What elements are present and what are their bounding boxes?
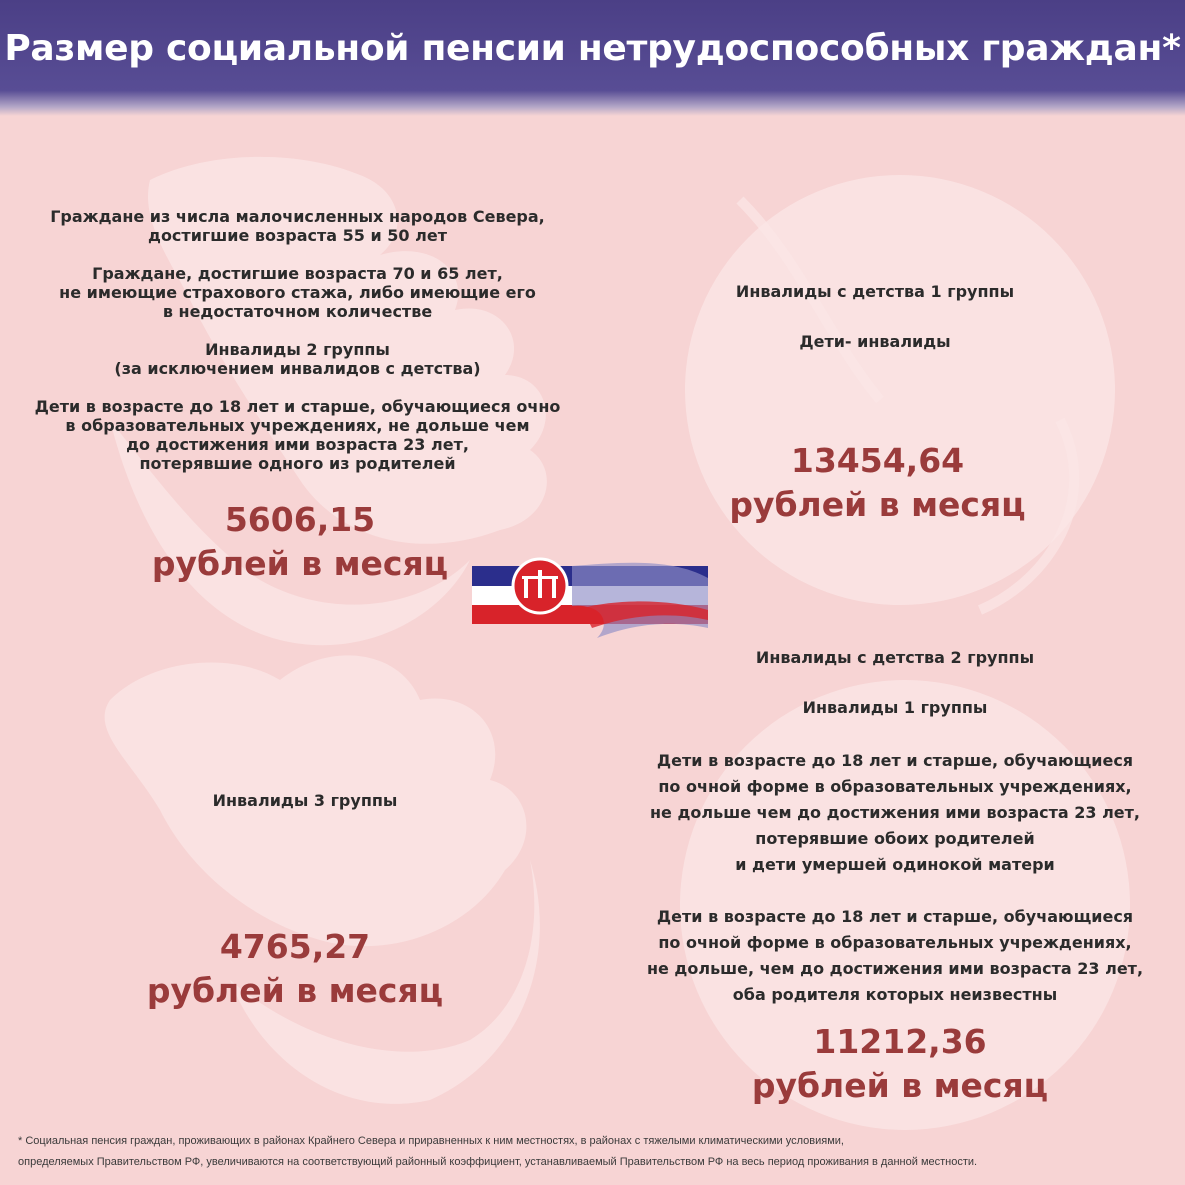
block-top-left <box>20 207 575 473</box>
text-line: потерявшие обоих родителей <box>755 829 1035 848</box>
amount-value: 13454,64 <box>790 441 965 480</box>
footnote <box>18 1131 1178 1173</box>
text-line: оба родителя которых неизвестны <box>732 985 1058 1004</box>
header-banner <box>0 0 1185 116</box>
text-line: Дети в возрасте до 18 лет и старше, обучающиеся <box>656 907 1134 926</box>
text-line: Дети в возрасте до 18 лет и старше, обучающиеся <box>656 751 1134 770</box>
page-title: Размер социальной пенсии нетрудоспособных граждан* <box>4 28 1181 69</box>
pfr-logo-icon <box>472 548 708 644</box>
text-line: и дети умершей одинокой матери <box>735 855 1055 874</box>
text-line: в недостаточном количестве <box>162 302 433 321</box>
text-line: Граждане, достигшие возраста 70 и 65 лет, <box>92 264 503 283</box>
text-line: Инвалиды с детства 2 группы <box>755 648 1035 667</box>
block-bottom-left <box>120 791 490 810</box>
amount-unit: рублей в месяц <box>146 971 444 1010</box>
amount-bottom-right <box>680 1022 1120 1106</box>
amount-unit: рублей в месяц <box>729 485 1026 524</box>
text-line: Граждане из числа малочисленных народов Севера, <box>50 207 545 226</box>
amount-top-left <box>80 500 520 584</box>
footnote-line: определяемых Правительством РФ, увеличиваются на соответствующий районный коэффициент, устанавливаемый Правительством РФ на весь период проживания в данной местности. <box>18 1156 978 1168</box>
amount-bottom-left <box>75 927 515 1011</box>
text-line: в образовательных учреждениях, не дольше чем <box>65 416 530 435</box>
text-line: Инвалиды 2 группы <box>205 340 390 359</box>
amount-value: 11212,36 <box>813 1022 987 1061</box>
block-bottom-right <box>630 648 1160 1008</box>
text-line: не дольше, чем до достижения ими возраста 23 лет, <box>646 959 1144 978</box>
text-line: (за исключением инвалидов с детства) <box>114 359 481 378</box>
text-line: до достижения ими возраста 23 лет, <box>126 435 469 454</box>
text-line: не имеющие страхового стажа, либо имеющие его <box>59 283 536 302</box>
amount-value: 4765,27 <box>219 927 371 966</box>
text-line: Инвалиды 3 группы <box>212 791 398 810</box>
amount-value: 5606,15 <box>224 500 376 539</box>
text-line: потерявшие одного из родителей <box>139 454 456 473</box>
block-top-right <box>700 282 1050 351</box>
text-line: достигшие возраста 55 и 50 лет <box>148 226 447 245</box>
text-line: Инвалиды 1 группы <box>802 698 988 717</box>
amount-unit: рублей в месяц <box>151 544 449 583</box>
text-line: по очной форме в образовательных учреждениях, <box>658 933 1132 952</box>
text-line: не дольше чем до достижения ими возраста 23 лет, <box>650 803 1140 822</box>
text-line: по очной форме в образовательных учреждениях, <box>658 777 1132 796</box>
amount-unit: рублей в месяц <box>751 1066 1049 1105</box>
footnote-line: * Социальная пенсия граждан, проживающих в районах Крайнего Севера и приравненных к ним местностях, в районах с тяжелыми климатическими условиями, <box>18 1135 844 1147</box>
text-line: Дети- инвалиды <box>799 332 951 351</box>
text-line: Инвалиды с детства 1 группы <box>735 282 1015 301</box>
text-line: Дети в возрасте до 18 лет и старше, обучающиеся очно <box>34 397 561 416</box>
amount-top-right <box>700 441 1055 525</box>
